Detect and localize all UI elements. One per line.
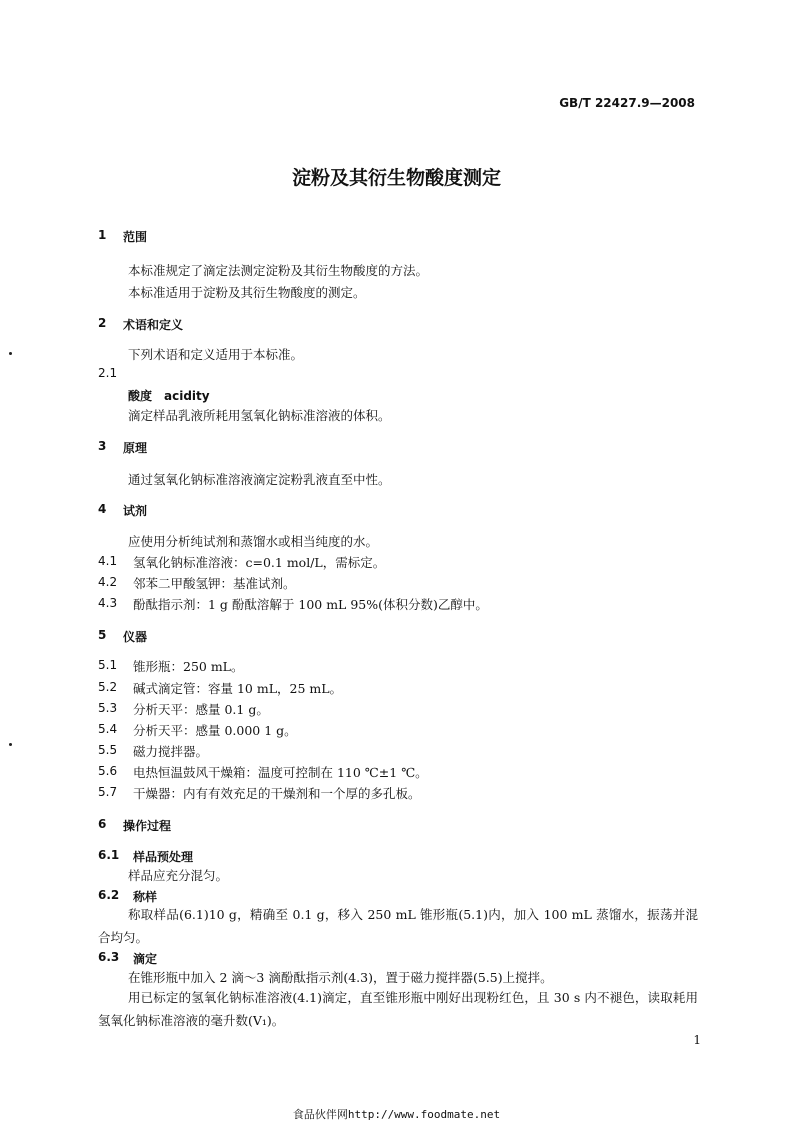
clause-5-1-number: 5.1	[98, 658, 118, 672]
page-title: 淀粉及其衍生物酸度测定	[291, 167, 501, 189]
section-1-para-2: 本标准适用于淀粉及其衍生物酸度的测定。	[128, 285, 366, 300]
section-3-number: 3	[98, 439, 107, 453]
clause-5-4-number: 5.4	[98, 722, 118, 736]
clause-5-6-number: 5.6	[98, 764, 118, 778]
section-6-number: 6	[98, 817, 107, 831]
clause-5-3-number: 5.3	[98, 701, 118, 715]
section-2-para-1: 下列术语和定义适用于本标准。	[128, 347, 304, 362]
clause-5-1-text: 锥形瓶：250 mL。	[133, 659, 244, 674]
clause-6-1-heading: 样品预处理	[133, 850, 194, 864]
clause-6-2-heading: 称样	[133, 890, 158, 904]
clause-6-3-para-2: 用已标定的氢氧化钠标准溶液(4.1)滴定，直至锥形瓶中刚好出现粉红色，且 30 s 内不褪色，读取耗用氢氧化钠标准溶液的毫升数(V₁)。	[98, 990, 698, 1028]
clause-4-3-number: 4.3	[98, 596, 118, 610]
clause-5-3-text: 分析天平：感量 0.1 g。	[133, 702, 269, 717]
section-4-number: 4	[98, 502, 107, 516]
standard-number: GB/T 22427.9—2008	[559, 96, 695, 110]
clause-4-2-number: 4.2	[98, 575, 118, 589]
scan-speck	[9, 743, 12, 746]
clause-4-3-text: 酚酞指示剂：1 g 酚酞溶解于 100 mL 95%(体积分数)乙醇中。	[133, 597, 488, 612]
clause-6-3-heading: 滴定	[133, 952, 158, 966]
clause-6-2-number: 6.2	[98, 888, 120, 902]
clause-4-2-text: 邻苯二甲酸氢钾：基准试剂。	[133, 576, 296, 591]
clause-4-1-number: 4.1	[98, 554, 118, 568]
term-definition: 滴定样品乳液所耗用氢氧化钠标准溶液的体积。	[128, 408, 391, 423]
clause-6-2-text: 称取样品(6.1)10 g，精确至 0.1 g，移入 250 mL 锥形瓶(5.1)内，加入 100 mL 蒸馏水，振荡并混合均匀。	[98, 907, 698, 945]
clause-5-5-text: 磁力搅拌器。	[133, 744, 209, 759]
clause-5-7-number: 5.7	[98, 785, 118, 799]
clause-6-1-text: 样品应充分混匀。	[128, 868, 229, 883]
footer-watermark: 食品伙伴网http://www.foodmate.net	[292, 1108, 501, 1121]
section-5-heading: 仪器	[123, 630, 148, 644]
clause-5-5-number: 5.5	[98, 743, 118, 757]
clause-6-3-number: 6.3	[98, 950, 120, 964]
page-number: 1	[693, 1033, 701, 1047]
term-acidity: 酸度 acidity	[128, 389, 210, 403]
section-3-para-1: 通过氢氧化钠标准溶液滴定淀粉乳液直至中性。	[128, 472, 391, 487]
clause-6-3-para-1: 在锥形瓶中加入 2 滴～3 滴酚酞指示剂(4.3)，置于磁力搅拌器(5.5)上搅拌。	[128, 970, 553, 985]
scan-speck	[9, 352, 12, 355]
section-5-number: 5	[98, 628, 107, 642]
section-6-heading: 操作过程	[123, 819, 172, 833]
clause-4-1-text: 氢氧化钠标准溶液：c=0.1 mol/L，需标定。	[133, 555, 386, 570]
section-4-para-1: 应使用分析纯试剂和蒸馏水或相当纯度的水。	[128, 534, 379, 549]
clause-5-6-text: 电热恒温鼓风干燥箱：温度可控制在 110 ℃±1 ℃。	[133, 765, 428, 780]
clause-5-4-text: 分析天平：感量 0.000 1 g。	[133, 723, 297, 738]
section-1-number: 1	[98, 228, 107, 242]
section-2-number: 2	[98, 316, 107, 330]
section-2-heading: 术语和定义	[123, 318, 184, 332]
section-1-heading: 范围	[123, 230, 148, 244]
clause-6-1-number: 6.1	[98, 848, 120, 862]
clause-5-2-text: 碱式滴定管：容量 10 mL，25 mL。	[133, 681, 343, 696]
clause-2-1-number: 2.1	[98, 366, 118, 380]
section-3-heading: 原理	[123, 441, 148, 455]
clause-5-2-number: 5.2	[98, 680, 118, 694]
clause-5-7-text: 干燥器：内有有效充足的干燥剂和一个厚的多孔板。	[133, 786, 421, 801]
section-1-para-1: 本标准规定了滴定法测定淀粉及其衍生物酸度的方法。	[128, 263, 429, 278]
section-4-heading: 试剂	[123, 504, 148, 518]
